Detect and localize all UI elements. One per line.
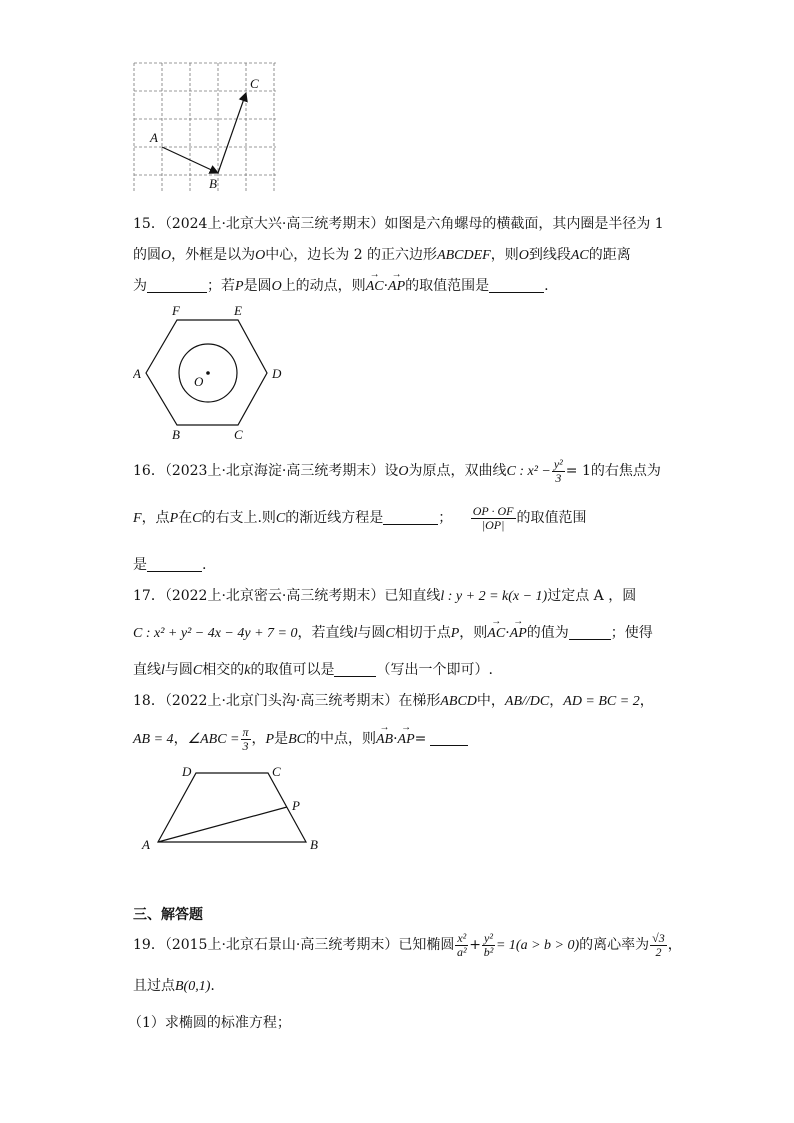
q16-line2: F，点P在C的右支上.则C的渐近线方程是 ； $\frac{OP \cdot OF}{|OP|}$ 的取值范围 [133,503,587,532]
answer-blank[interactable] [569,625,611,640]
trapezoid-figure [138,763,328,855]
svg-text:C: C [272,764,281,779]
answer-blank[interactable] [489,278,544,293]
q16-line1: 16．（2023上·北京海淀·高三统考期末）设O为原点，双曲线C : x² − $\frac{\text{y²}}{3}$ = 1的右焦点为 [133,456,661,485]
svg-text:D: D [182,764,192,779]
section-heading: 三、解答题 [133,907,203,923]
svg-text:A: A [133,366,141,381]
q17-line2: C : x² + y² − 4x − 4y + 7 = 0，若直线l与圆C相切于点P，则→ AC·→ AP的值为 ；使得 [133,623,653,644]
svg-text:B: B [310,837,318,852]
q17-line3: 直线l与圆C相交的k的取值可以是 （写出一个即可）. [133,662,493,678]
svg-text:O: O [194,374,204,389]
answer-blank[interactable] [383,510,438,525]
q17-line1: 17．（2022上·北京密云·高三统考期末）已知直线l : y + 2 = k(x − 1)过定点 A ，圆 [133,588,637,604]
q19-line1: 19．（2015上·北京石景山·高三统考期末）已知椭圆 $\frac{\text{x²}}{\text{a²}}$ + $\frac{\text{y²}}{\text{b²}}$ = 1(a > b > 0)的离心率为 $\frac{√3}{2}$ ， [133,930,682,959]
svg-text:B: B [172,427,180,442]
grid-vector-figure [133,62,278,192]
q15-line2: 的圆O，外框是以为O中心，边长为 2 的正六边形ABCDEF，则O到线段AC的距离 [133,247,631,263]
svg-text:D: D [272,366,282,381]
q16-line3: 是 . [133,557,207,573]
answer-blank[interactable] [430,731,468,746]
answer-blank[interactable] [147,557,202,572]
svg-text:A: A [142,837,150,852]
q18-line1: 18．（2022上·北京门头沟·高三统考期末）在梯形ABCD中，AB//DC，AD = BC = 2， [133,693,654,709]
segment-ap [158,807,287,842]
svg-text:C: C [234,427,243,442]
svg-text:P: P [292,798,300,813]
q18-line2: AB = 4，∠ABC = $\frac{\pi}{3}$ ，P是BC的中点，则→ AB·→ AP= [133,722,468,756]
label-a: A [150,130,158,145]
answer-blank[interactable] [334,662,376,677]
answer-blank[interactable] [147,278,207,293]
svg-text:F: F [172,303,180,318]
q15-line1: 15．（2024上·北京大兴·高三统考期末）如图是六角螺母的横截面，其内圈是半径为 1 [133,216,664,232]
label-b: B [209,176,217,191]
hexagon-nut-figure [133,300,293,445]
vector-bc [218,93,246,173]
label-c: C [250,76,259,91]
q19-line2: 且过点B(0,1). [133,978,215,994]
svg-text:E: E [234,303,242,318]
center-dot [206,371,210,375]
q19-sub1: （1）求椭圆的标准方程； [128,1015,291,1031]
q15-line3: 为 ；若P是圆O上的动点，则→ AC·→ AP的取值范围是 . [133,276,549,297]
